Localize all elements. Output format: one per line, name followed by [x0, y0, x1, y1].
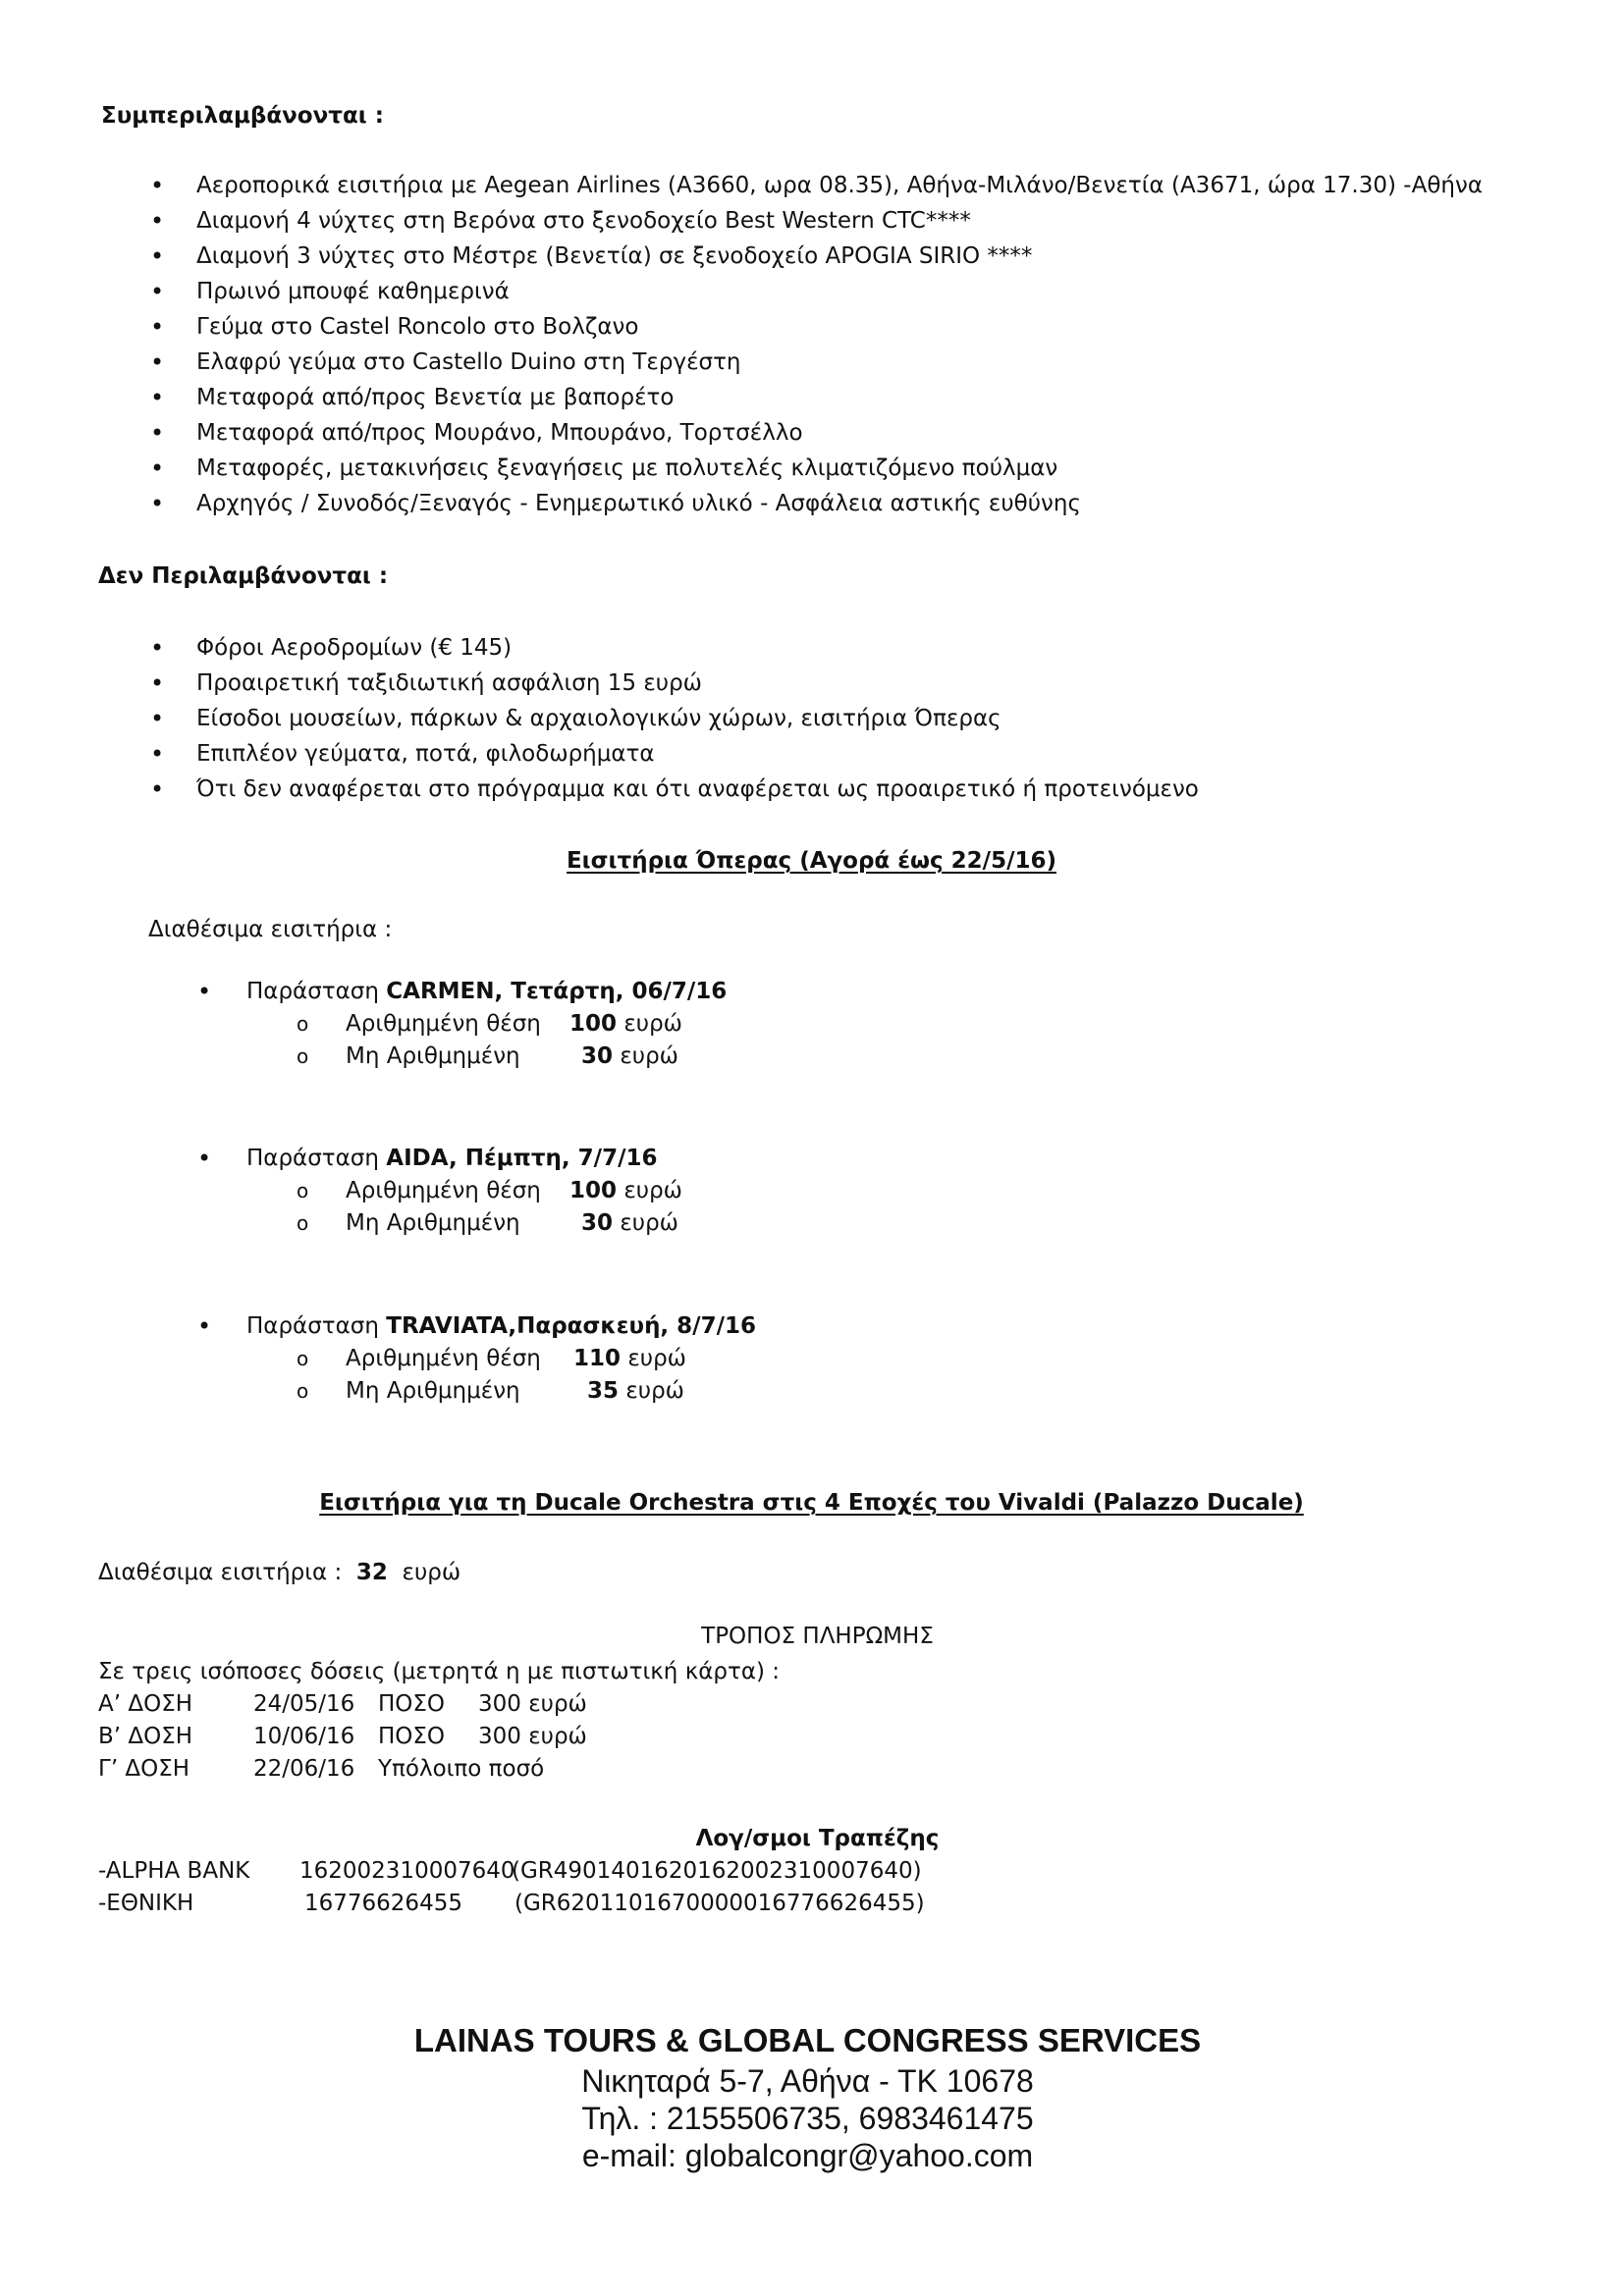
performance-name: AIDA, Πέμπτη, 7/7/16	[386, 1146, 658, 1171]
included-item: • Μεταφορά από/προς Μουράνο, Μπουράνο, Τορτσέλλο	[150, 418, 1483, 454]
price-currency: ευρώ	[627, 1346, 686, 1371]
price-value: 35	[587, 1378, 620, 1404]
installment-name: Β’ ΔΟΣΗ	[98, 1724, 193, 1749]
installment-amount-label: ΠΟΣΟ	[378, 1724, 446, 1749]
included-item: • Μεταφορές, μετακινήσεις ξεναγήσεις με πολυτελές κλιματιζόμενο πούλμαν	[150, 454, 1483, 489]
not-included-item: • Επιπλέον γεύματα, ποτά, φιλοδωρήματα	[150, 739, 1199, 774]
included-item: • Διαμονή 3 νύχτες στο Μέστρε (Βενετία) σε ξενοδοχείο APOGIA SIRIO ****	[150, 241, 1483, 277]
price-currency: ευρώ	[623, 1011, 682, 1037]
performance-title	[246, 1144, 657, 1173]
ticket-option	[297, 1208, 709, 1238]
ticket-option	[297, 1344, 709, 1373]
opera-available-label: Διαθέσιμα εισιτήρια :	[148, 917, 393, 942]
performance-title	[246, 1311, 756, 1341]
payment-intro: Σε τρεις ισόποσες δόσεις (μετρητά η με πιστωτική κάρτα) :	[98, 1659, 781, 1684]
included-item: • Γεύμα στο Castel Roncolo στο Βολζανο	[150, 312, 1483, 347]
price-value: 100	[569, 1178, 618, 1203]
ducale-price: 32	[355, 1560, 388, 1585]
circle-bullet-icon: o	[297, 1179, 309, 1202]
not-included-heading: Δεν Περιλαμβάνονται :	[98, 563, 389, 589]
included-item: • Διαμονή 4 νύχτες στη Βερόνα στο ξενοδοχείο Best Western CTC****	[150, 206, 1483, 241]
ticket-option-label: Αριθμημένη θέση	[346, 1011, 541, 1037]
ducale-available	[98, 1558, 460, 1587]
performance-prefix: Παράσταση	[246, 1146, 387, 1171]
circle-bullet-icon: o	[297, 1347, 309, 1370]
ducale-available-label: Διαθέσιμα εισιτήρια :	[98, 1560, 343, 1585]
installment-date: 10/06/16	[253, 1724, 355, 1749]
installment-amount: 300 ευρώ	[478, 1724, 587, 1749]
ticket-option-price	[581, 1208, 678, 1238]
included-item: • Μεταφορά από/προς Βενετία με βαπορέτο	[150, 383, 1483, 418]
installment-amount-label: Υπόλοιπο ποσό	[378, 1756, 545, 1782]
not-included-item: • Ότι δεν αναφέρεται στο πρόγραμμα και ότι αναφέρεται ως προαιρετικό ή προτεινόμενο	[150, 774, 1199, 810]
circle-bullet-icon: o	[297, 1044, 309, 1068]
installment-date: 22/06/16	[253, 1756, 355, 1782]
ticket-option-price	[581, 1041, 678, 1071]
not-included-list	[150, 633, 1199, 810]
footer-email: e-mail: globalcongr@yahoo.com	[581, 2138, 1034, 2173]
ticket-option-label: Μη Αριθμημένη	[346, 1210, 520, 1236]
performance-name: CARMEN, Τετάρτη, 06/7/16	[386, 979, 728, 1004]
performance-bullet-icon: •	[197, 1312, 212, 1340]
ticket-option-price	[569, 1009, 682, 1039]
footer-phone: Τηλ. : 2155506735, 6983461475	[581, 2101, 1034, 2136]
bank-heading: Λογ/σμοι Τραπέζης	[695, 1826, 940, 1851]
price-value: 110	[573, 1346, 622, 1371]
price-currency: ευρώ	[620, 1043, 678, 1069]
performance-bullet-icon: •	[197, 978, 212, 1005]
footer-address: Νικηταρά 5-7, Αθήνα - ΤΚ 10678	[581, 2063, 1034, 2099]
bank-account-number: 162002310007640	[299, 1858, 515, 1884]
ticket-option-label: Αριθμημένη θέση	[346, 1178, 541, 1203]
performance-bullet-icon: •	[197, 1145, 212, 1172]
bank-name: -ΕΘΝΙΚΗ	[98, 1891, 194, 1916]
ticket-option-label: Αριθμημένη θέση	[346, 1346, 541, 1371]
included-item: • Πρωινό μπουφέ καθημερινά	[150, 277, 1483, 312]
ducale-currency: ευρώ	[402, 1560, 461, 1585]
circle-bullet-icon: o	[297, 1211, 309, 1235]
installment-amount: 300 ευρώ	[478, 1691, 587, 1717]
bank-iban: (GR4901401620162002310007640)	[512, 1858, 922, 1884]
ticket-option	[297, 1041, 709, 1071]
included-heading: Συμπεριλαμβάνονται :	[101, 103, 384, 129]
bank-account-number: 16776626455	[304, 1891, 462, 1916]
installment-name: Α’ ΔΟΣΗ	[98, 1691, 193, 1717]
price-value: 30	[581, 1043, 614, 1069]
circle-bullet-icon: o	[297, 1012, 309, 1036]
bank-iban: (GR6201101670000016776626455)	[514, 1891, 925, 1916]
performance-name: TRAVIATA,Παρασκευή, 8/7/16	[386, 1313, 756, 1339]
ticket-option-price	[569, 1176, 682, 1205]
performance-prefix: Παράσταση	[246, 1313, 387, 1339]
installment-amount-label: ΠΟΣΟ	[378, 1691, 446, 1717]
performance-title	[246, 977, 727, 1006]
included-item: • Ελαφρύ γεύμα στο Castello Duino στη Τεργέστη	[150, 347, 1483, 383]
ticket-option-price	[573, 1344, 686, 1373]
price-currency: ευρώ	[620, 1210, 678, 1236]
ticket-option	[297, 1376, 709, 1406]
ticket-option-label: Μη Αριθμημένη	[346, 1378, 520, 1404]
included-item: • Αεροπορικά εισιτήρια με Aegean Airlines (A3660, ωρα 08.35), Αθήνα-Μιλάνο/Βενετία (A3671, ώρα 17.30) -Αθήνα	[150, 171, 1483, 206]
ducale-heading: Εισιτήρια για τη Ducale Orchestra στις 4 Εποχές του Vivaldi (Palazzo Ducale)	[319, 1490, 1304, 1516]
performance-prefix: Παράσταση	[246, 979, 387, 1004]
ticket-option	[297, 1176, 709, 1205]
circle-bullet-icon: o	[297, 1379, 309, 1403]
price-currency: ευρώ	[623, 1178, 682, 1203]
opera-heading: Εισιτήρια Όπερας (Αγορά έως 22/5/16)	[566, 848, 1057, 874]
price-value: 100	[569, 1011, 618, 1037]
ticket-option	[297, 1009, 709, 1039]
not-included-item: • Είσοδοι μουσείων, πάρκων & αρχαιολογικών χώρων, εισιτήρια Όπερας	[150, 704, 1199, 739]
not-included-item: • Φόροι Αεροδρομίων (€ 145)	[150, 633, 1199, 668]
price-currency: ευρώ	[625, 1378, 684, 1404]
price-value: 30	[581, 1210, 614, 1236]
ticket-option-label: Μη Αριθμημένη	[346, 1043, 520, 1069]
installment-name: Γ’ ΔΟΣΗ	[98, 1756, 190, 1782]
bank-name: -ALPHA BANK	[98, 1858, 250, 1884]
ticket-option-price	[587, 1376, 684, 1406]
installment-date: 24/05/16	[253, 1691, 355, 1717]
footer-company: LAINAS TOURS & GLOBAL CONGRESS SERVICES	[413, 2022, 1202, 2058]
included-list	[150, 171, 1483, 524]
not-included-item: • Προαιρετική ταξιδιωτική ασφάλιση 15 ευρώ	[150, 668, 1199, 704]
payment-heading: ΤΡΟΠΟΣ ΠΛΗΡΩΜΗΣ	[701, 1624, 934, 1649]
included-item: • Αρχηγός / Συνοδός/Ξεναγός - Ενημερωτικό υλικό - Ασφάλεια αστικής ευθύνης	[150, 489, 1483, 524]
